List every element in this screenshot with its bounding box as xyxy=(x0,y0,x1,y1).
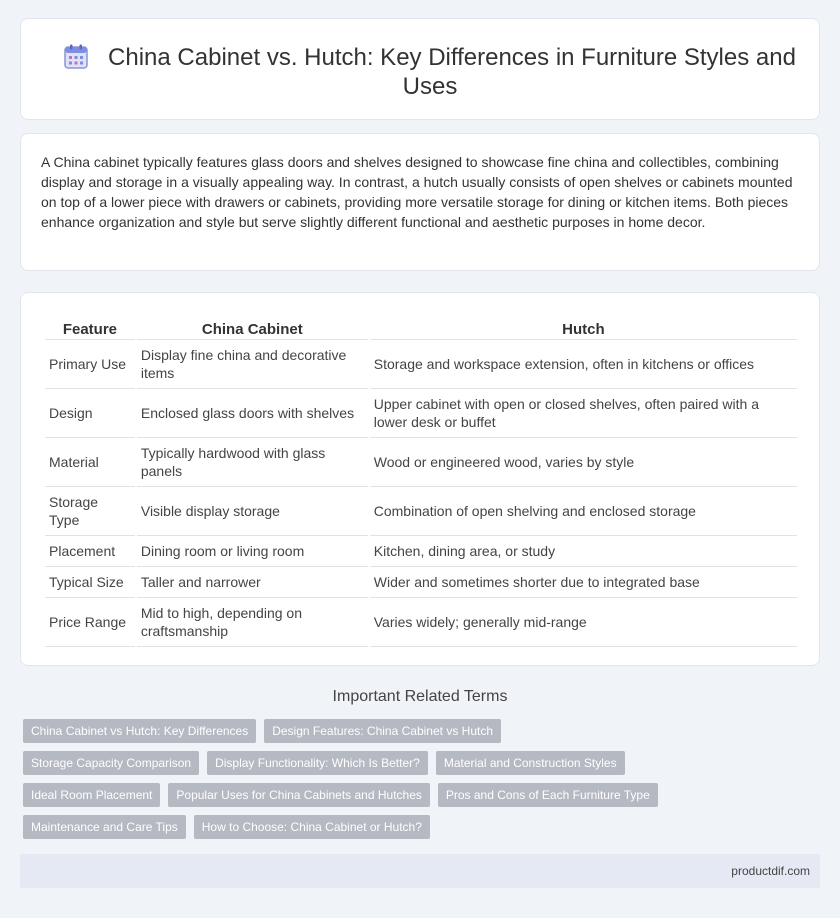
calendar-icon xyxy=(64,44,88,70)
related-terms-tags xyxy=(23,719,683,839)
hutch-cell: Wood or engineered wood, varies by style xyxy=(370,438,797,487)
related-tag[interactable]: Storage Capacity Comparison xyxy=(23,751,199,775)
table-row xyxy=(45,567,797,598)
comparison-table-card xyxy=(20,292,820,666)
china-cabinet-cell: Dining room or living room xyxy=(137,536,368,567)
header-hutch: Hutch xyxy=(370,311,797,340)
related-tag[interactable]: China Cabinet vs Hutch: Key Differences xyxy=(23,719,256,743)
table-row xyxy=(45,340,797,389)
header-feature: Feature xyxy=(45,311,135,340)
feature-cell: Price Range xyxy=(45,598,135,647)
footer-site-link[interactable]: productdif.com xyxy=(731,864,810,878)
related-tag[interactable]: Display Functionality: Which Is Better? xyxy=(207,751,428,775)
table-row xyxy=(45,389,797,438)
related-terms-title: Important Related Terms xyxy=(332,688,508,705)
related-tag[interactable]: Design Features: China Cabinet vs Hutch xyxy=(264,719,501,743)
page-title-wrap xyxy=(61,43,799,101)
table-row xyxy=(45,487,797,536)
hutch-cell: Kitchen, dining area, or study xyxy=(370,536,797,567)
china-cabinet-cell: Mid to high, depending on craftsmanship xyxy=(137,598,368,647)
feature-cell: Storage Type xyxy=(45,487,135,536)
feature-cell: Placement xyxy=(45,536,135,567)
intro-card xyxy=(20,133,820,271)
header-china-cabinet: China Cabinet xyxy=(137,311,368,340)
feature-cell: Primary Use xyxy=(45,340,135,389)
china-cabinet-cell: Typically hardwood with glass panels xyxy=(137,438,368,487)
feature-cell: Typical Size xyxy=(45,567,135,598)
hutch-cell: Upper cabinet with open or closed shelves, often paired with a lower desk or buffet xyxy=(370,389,797,438)
china-cabinet-cell: Taller and narrower xyxy=(137,567,368,598)
china-cabinet-cell: Visible display storage xyxy=(137,487,368,536)
hutch-cell: Storage and workspace extension, often in kitchens or offices xyxy=(370,340,797,389)
hutch-cell: Varies widely; generally mid-range xyxy=(370,598,797,647)
table-header-row xyxy=(45,311,797,340)
hutch-cell: Combination of open shelving and enclosed storage xyxy=(370,487,797,536)
china-cabinet-cell: Enclosed glass doors with shelves xyxy=(137,389,368,438)
feature-cell: Material xyxy=(45,438,135,487)
table-row xyxy=(45,438,797,487)
comparison-table xyxy=(43,311,799,647)
related-tag[interactable]: Popular Uses for China Cabinets and Hutches xyxy=(168,783,429,807)
china-cabinet-cell: Display fine china and decorative items xyxy=(137,340,368,389)
table-row xyxy=(45,536,797,567)
related-tag[interactable]: Material and Construction Styles xyxy=(436,751,625,775)
related-tag[interactable]: Ideal Room Placement xyxy=(23,783,160,807)
hutch-cell: Wider and sometimes shorter due to integrated base xyxy=(370,567,797,598)
intro-paragraph: A China cabinet typically features glass doors and shelves designed to showcase fine china and collectibles, combining display and storage in a visually appealing way. In contrast, a hutch usually consists of open shelves or cabinets mounted on top of a lower piece with drawers or cabinets, providing more versatile storage for dining or kitchen items. Both pieces enhance organization and style but serve slightly different functional and aesthetic purposes in home decor. xyxy=(41,154,793,230)
table-row xyxy=(45,598,797,647)
related-tag[interactable]: Pros and Cons of Each Furniture Type xyxy=(438,783,658,807)
feature-cell: Design xyxy=(45,389,135,438)
footer xyxy=(20,854,820,888)
title-card xyxy=(20,18,820,120)
related-tag[interactable]: How to Choose: China Cabinet or Hutch? xyxy=(194,815,430,839)
related-tag[interactable]: Maintenance and Care Tips xyxy=(23,815,186,839)
page-title: China Cabinet vs. Hutch: Key Differences in Furniture Styles and Uses xyxy=(108,44,796,100)
